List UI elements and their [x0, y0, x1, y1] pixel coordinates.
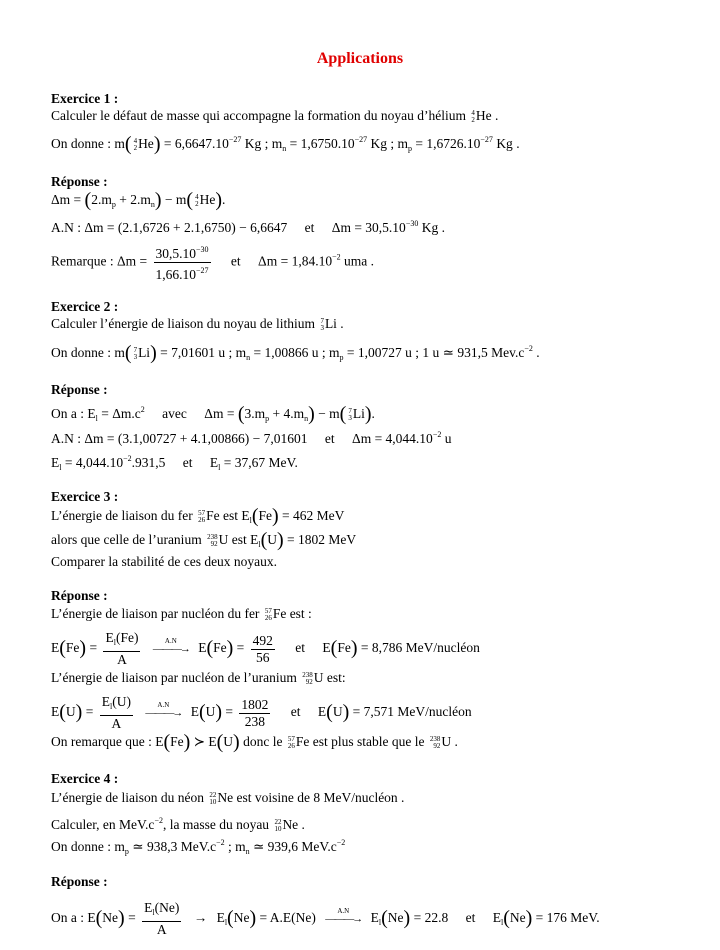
- ex3-conclusion-end: est plus stable que le: [312, 734, 425, 749]
- ex4-given-label: On donne :: [51, 839, 111, 854]
- ex3-conclusion-start: On remarque que :: [51, 734, 152, 749]
- ex1-remark-num-exp: −30: [196, 245, 209, 254]
- ex2-u-eq: 1 u ≃ 931,5 Mev.c: [422, 345, 525, 360]
- ex4-line1: L’énergie de liaison du néon 22 10Ne est voisine de 8 MeV/nucléon .: [51, 790, 405, 806]
- page-title: Applications: [316, 50, 404, 67]
- ex4-line1-text: L’énergie de liaison du néon: [51, 790, 204, 805]
- ex2-el-result: $E_l = 4,044.10^{-2}.931,5$ et $E_l = 37,67$ MeV.: [51, 454, 298, 472]
- ex2-heading: Exercice 2 :: [51, 299, 119, 314]
- nuclide-ne: 22 10: [209, 790, 217, 806]
- ex3-u-den-a: A: [111, 716, 122, 731]
- ex3-fe-calc: E(Fe) = $\frac{E_l(Fe)}{A}$ A.N ———→ E(Fe) = $\frac{492}{56}$ et E(Fe) = 8,786 MeV/nucléon: [51, 630, 480, 667]
- ex4-line1-tail: est voisine de 8 MeV/nucléon .: [236, 790, 405, 805]
- ex3-line3: Comparer la stabilité de ces deux noyaux.: [51, 554, 278, 569]
- ex1-remark-result-exp: −2: [332, 252, 341, 262]
- ex3-fe-result: = 8,786 MeV/nucléon: [360, 640, 480, 656]
- ex1-formula: $\Delta m = (2.m_p + 2.m_n) - m$( 4 2He).: [51, 189, 226, 211]
- ex3-u-result: = 7,571 MeV/nucléon: [352, 704, 472, 720]
- nuclide-u: 238 92: [207, 532, 218, 548]
- ex1-remark-den: 1,66.10: [155, 267, 197, 282]
- ex1-remark-unit: uma .: [343, 253, 374, 269]
- ex3-fe-den: 56: [256, 649, 270, 665]
- ex1-answer-heading: Réponse :: [51, 174, 108, 189]
- ex3-fe-arrow-label: A.N: [164, 637, 177, 645]
- ex1-mn-exp: −27: [354, 135, 368, 144]
- ex3-line1-text: L’énergie de liaison du fer: [51, 508, 193, 523]
- ex2-an-result: Δm = 4,044.10: [352, 431, 433, 446]
- ex4-given: On donne : $m_p$ ≃ 938,3 $MeV.c^{-2}$ ; $m_n$ ≃ 939,6 $MeV.c^{-2}$: [51, 838, 346, 856]
- ex2-answer-heading: Réponse :: [51, 382, 108, 397]
- ex2-formula: On a : $E_l = \Delta m.c^2$ avec $\Delta m = (3.m_p + 4.m_n) - m$( 7 3Li).: [51, 403, 375, 425]
- ex2-u-eq-exp: −2: [524, 344, 533, 353]
- nuclide-fe: 57 26: [198, 508, 206, 524]
- ex3-u-intro-tail: est:: [326, 670, 346, 685]
- ex3-u-arrow-label: A.N: [157, 701, 170, 709]
- ex2-m-li: = 7,01601 u: [160, 345, 226, 360]
- ex4-mp-exp: −2: [216, 838, 225, 847]
- nuclide-he: 4 2: [471, 108, 475, 124]
- ex3-line1-value: = 462 MeV: [282, 508, 345, 523]
- ex4-mn-exp: −2: [336, 838, 346, 847]
- ex1-an: A.N : Δm = (2.1,6726 + 2.1,6750) − 6,6647 et $\Delta m = 30,5.10^{-30}$ Kg .: [51, 219, 445, 235]
- ex3-fe-intro-tail: est :: [289, 606, 312, 621]
- ex4-el-result: = 176 MeV.: [535, 910, 600, 926]
- ex4-el-calc: = 22.8: [413, 910, 449, 926]
- ex2-avec: avec: [162, 406, 187, 421]
- ex2-an-result-exp: −2: [432, 430, 442, 439]
- ex2-el-calc-exp: −2: [123, 454, 132, 463]
- ex3-u-intro: L’énergie de liaison par nucléon de l’uranium 238 92U est:: [51, 670, 346, 686]
- ex1-unit-2: Kg: [370, 136, 388, 151]
- ex3-et-2: et: [290, 704, 301, 720]
- ex2-el-formula: = Δm.c: [101, 406, 141, 421]
- ex2-an-result-unit: u: [444, 431, 452, 446]
- ex1-an-label: A.N :: [51, 220, 81, 235]
- ex4-den-a: A: [156, 922, 167, 937]
- ex4-heading: Exercice 4 :: [51, 771, 119, 786]
- ex3-fe-den-a: A: [117, 652, 127, 667]
- ex1-mp: = 1,6726.10: [415, 136, 481, 151]
- ex1-statement: Calculer le défaut de masse qui accompagne la formation du noyau d’hélium 4 2He .: [51, 108, 499, 124]
- ex1-mn: = 1,6750.10: [289, 136, 355, 151]
- ex3-et-1: et: [295, 640, 306, 656]
- ex1-remark: Remarque : Δm = $\frac{30,5.10^{-30}}{1,66.10^{-27}}$ et $\Delta m = 1,84.10^{-2}$ uma .: [51, 242, 374, 283]
- ex3-heading: Exercice 3 :: [51, 489, 119, 504]
- ex1-unit-1: Kg: [244, 136, 262, 151]
- ex3-conclusion-mid: donc le: [243, 734, 283, 749]
- ex4-line2: Calculer, en $MeV.c^{-2}$, la masse du noyau 22 10Ne .: [51, 816, 305, 833]
- ex3-u-num: 1802: [241, 696, 269, 712]
- ex2-el-calc: = 4,044.10: [64, 455, 124, 470]
- ex1-remark-label: Remarque :: [51, 253, 114, 269]
- ex4-line2-text: Calculer, en MeV.c: [51, 817, 155, 832]
- ex3-u-intro-text: L’énergie de liaison par nucléon de l’uranium: [51, 670, 297, 685]
- ex2-mp: = 1,00727 u: [346, 345, 412, 360]
- ex3-u-calc: E(U) = $\frac{E_l(U)}{A}$ A.N ———→ E(U) = $\frac{1802}{238}$ et E(U) = 7,571 MeV/nucléon: [51, 694, 472, 731]
- ex3-fe-intro-text: L’énergie de liaison par nucléon du fer: [51, 606, 260, 621]
- ex4-line2-tail: , la masse du noyau: [162, 817, 270, 832]
- ex1-remark-den-exp: −27: [196, 266, 209, 275]
- ex1-unit-4: Kg: [421, 220, 439, 235]
- ex1-remark-num: 30,5.10: [155, 246, 197, 261]
- ex4-answer-heading: Réponse :: [51, 874, 108, 889]
- ex1-statement-text: Calculer le défaut de masse qui accompagne la formation du noyau d’hélium: [51, 108, 466, 123]
- ex3-line1: L’énergie de liaison du fer 57 26Fe est $E_l(Fe) = 462$ MeV: [51, 505, 345, 527]
- ex1-unit-3: Kg: [496, 136, 513, 151]
- ex2-an-expr: Δm = (3.1,00727 + 4.1,00866) − 7,01601: [84, 431, 308, 446]
- ex4-mn: ≃ 939,6 MeV.c: [252, 839, 337, 854]
- ex1-an-expr: Δm = (2.1,6726 + 2.1,6750) − 6,6647: [84, 220, 288, 235]
- ex3-line2-text: alors que celle de l’uranium: [51, 532, 202, 547]
- ex3-fe-intro: L’énergie de liaison par nucléon du fer 57 26Fe est :: [51, 606, 312, 622]
- ex3-line2-value: = 1802 MeV: [287, 532, 357, 547]
- ex1-m-he-exp: −27: [228, 135, 242, 144]
- ex1-remark-result: Δm = 1,84.10: [258, 253, 333, 269]
- ex1-heading: Exercice 1 :: [51, 91, 119, 106]
- ex2-given: On donne : m( 7 3Li) = 7,01601 u ; $m_n = 1,00866$ u ; $m_p = 1,00727$ u ; 1 u ≃ 931,5 $Mev.c^{-2}$ .: [51, 342, 540, 364]
- ex2-an-label: A.N :: [51, 431, 81, 446]
- ex4-line2-exp: −2: [154, 816, 163, 825]
- ex3-fe-num: 492: [252, 632, 273, 648]
- ex2-statement-text: Calculer l’énergie de liaison du noyau de lithium: [51, 316, 316, 331]
- ex2-el-calc-tail: .931,5: [131, 455, 166, 470]
- ex4-mp: ≃ 938,3 MeV.c: [132, 839, 217, 854]
- ex1-given-label: On donne :: [51, 136, 111, 151]
- ex4-calc: On a : E(Ne) = $\frac{E_l(Ne)}{A}$ → $E_l(Ne) = A.E(Ne)$ A.N ———→ $E_l(Ne) = 22.8$ et $E_l(Ne) = 176$ MeV.: [51, 900, 600, 937]
- ex3-conclusion: On remarque que : E(Fe) ≻ E(U) donc le 57 26Fe est plus stable que le 238 92U .: [51, 731, 458, 753]
- ex4-el-from-e: = A.E(Ne): [259, 910, 316, 926]
- ex2-el-result-value: = 37,67 MeV.: [223, 455, 298, 470]
- ex1-an-result-exp: −30: [405, 219, 419, 228]
- ex2-statement: Calculer l’énergie de liaison du noyau de lithium 7 3Li .: [51, 316, 344, 332]
- ex3-answer-heading: Réponse :: [51, 588, 108, 603]
- ex2-an: A.N : Δm = (3.1,00727 + 4.1,00866) − 7,01601 et $\Delta m = 4,044.10^{-2}$ u: [51, 430, 452, 446]
- ex1-m-he: = 6,6647.10: [163, 136, 229, 151]
- ex3-u-den: 238: [244, 713, 266, 729]
- ex2-given-label: On donne :: [51, 345, 111, 360]
- ex1-given: On donne : m( 4 $2He) = 6,6647.10^{-27}$ Kg ; $m_n = 1,6750.10^{-27}$ Kg ; $m_p = 1,6726.10^{-27}$ Kg .: [51, 133, 520, 155]
- ex1-remark-fraction: [154, 242, 211, 283]
- nuclide-li: 7 3: [320, 316, 324, 332]
- ex3-line2: alors que celle de l’uranium 238 92U est $E_l(U) = 1802$ MeV: [51, 529, 357, 551]
- ex4-on-a: On a :: [51, 910, 84, 926]
- ex2-on-a: On a :: [51, 406, 84, 421]
- ex1-an-result: Δm = 30,5.10: [331, 220, 406, 235]
- ex1-mp-exp: −27: [480, 135, 493, 144]
- ex4-arrow-label: A.N: [337, 907, 350, 915]
- ex2-mn: = 1,00866 u: [253, 345, 319, 360]
